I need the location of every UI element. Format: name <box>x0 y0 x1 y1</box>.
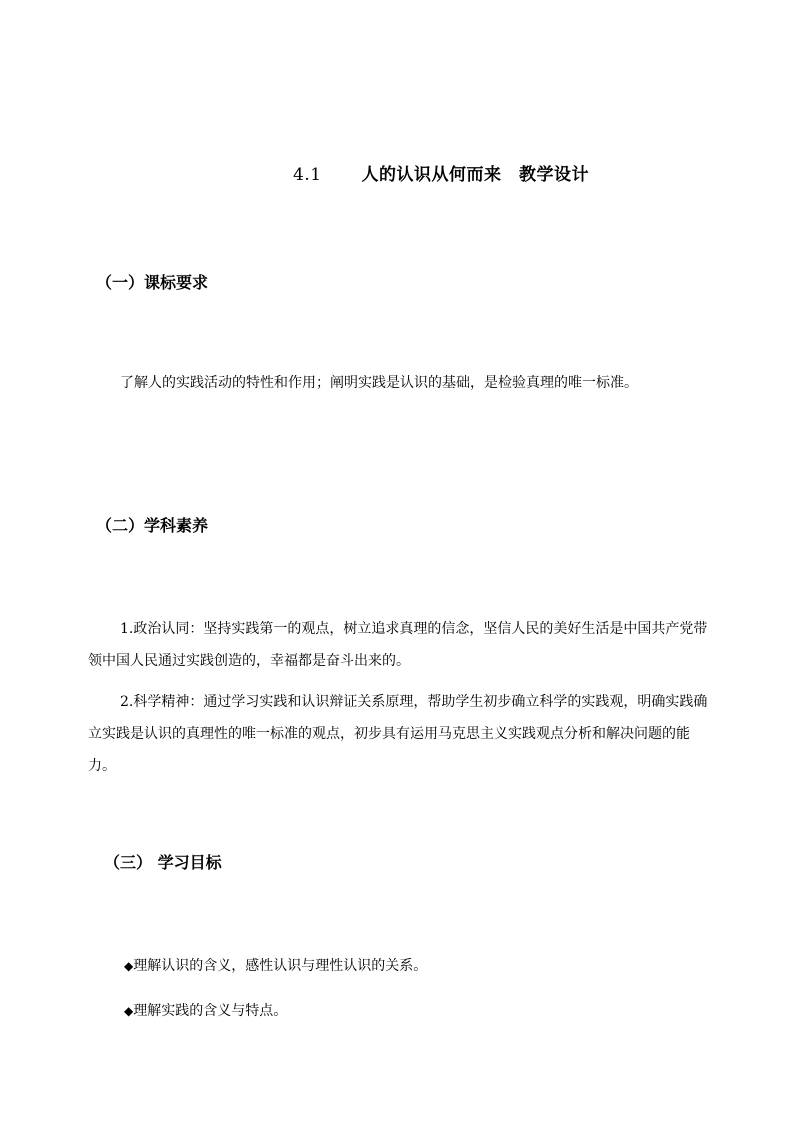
bullet-diamond-icon: ◆ <box>124 1004 134 1018</box>
literacy-paragraph-political: 1.政治认同：坚持实践第一的观点，树立追求真理的信念，坚信人民的美好生活是中国共产党带领中国人民通过实践创造的，幸福都是奋斗出来的。 <box>88 621 708 669</box>
objective-text: 理解认识的含义，感性认识与理性认识的关系。 <box>133 958 428 974</box>
bullet-diamond-icon: ◆ <box>124 959 134 973</box>
objective-item <box>124 1000 287 1020</box>
section-heading-literacy: （二）学科素养 <box>96 516 209 535</box>
title-number: 4.1 <box>293 165 322 185</box>
section-heading-standards: （一）课标要求 <box>96 273 209 292</box>
objective-text: 理解实践的含义与特点。 <box>133 1003 288 1019</box>
objective-item <box>124 955 427 975</box>
literacy-paragraph-scientific: 2.科学精神：通过学习实践和认识辩证关系原理，帮助学生初步确立科学的实践观，明确实践确立实践是认识的真理性的唯一标准的观点，初步具有运用马克思主义实践观点分析和解决问题的能力。 <box>88 694 708 774</box>
standards-paragraph: 了解人的实践活动的特性和作用；阐明实践是认识的基础，是检验真理的唯一标准。 <box>120 375 638 391</box>
document-title <box>293 160 589 185</box>
title-text: 人的认识从何而来 教学设计 <box>361 165 590 185</box>
section-heading-objectives: （三） 学习目标 <box>104 853 222 872</box>
